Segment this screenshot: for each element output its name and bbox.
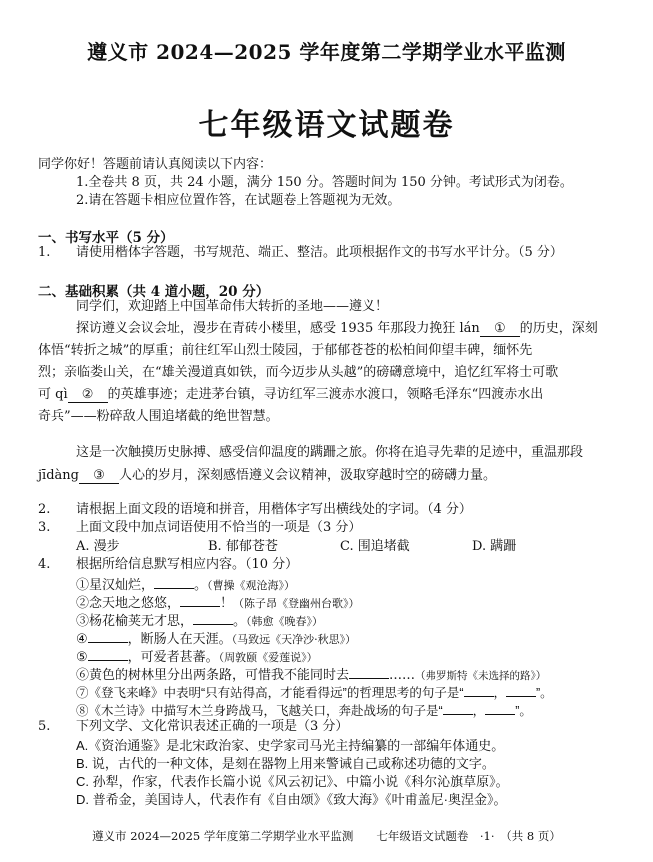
recite-prompt: ⑥黄色的树林里分出两条路，可惜我不能同时去 xyxy=(76,668,350,683)
passage-text: 人心的岁月，深刻感悟遵义会议精神，汲取穿越时空的磅礴力量。 xyxy=(118,468,496,483)
recite-blank[interactable] xyxy=(443,700,473,715)
passage-text: 的英雄事迹；走进茅台镇，寻访红军三渡赤水渡口，领略毛泽东“四渡赤水出 xyxy=(107,387,544,402)
recite-prompt: ⑤ xyxy=(76,650,88,665)
notice-item-1: 1.全卷共 8 页，共 24 小题，满分 150 分。答题时间为 150 分钟。考试形式为闭卷。 xyxy=(76,175,573,190)
exam-header: 遵义市 2024—2025 学年度第二学期学业水平监测 xyxy=(87,40,566,64)
passage-text: jīdàng xyxy=(38,468,79,483)
recite-prompt: ⑦《登飞来峰》中表明“只有站得高，才能看得远”的哲理思考的句子是“ xyxy=(76,686,464,700)
question-3-text: 上面文段中加点词语使用不恰当的一项是（3 分） xyxy=(76,520,362,535)
passage-text: 可 qì xyxy=(38,387,68,402)
section-1-heading: 一、书写水平（5 分） xyxy=(38,230,174,246)
question-1-text: 请使用楷体字答题，书写规范、端正、整洁。此项根据作文的书写水平计分。（5 分） xyxy=(76,245,563,260)
recite-prompt: ③杨花榆荚无才思， xyxy=(76,614,194,629)
passage-line xyxy=(38,467,496,485)
recite-source: （韩愈《晚春》） xyxy=(246,615,324,628)
question-5-option-b[interactable]: B. 说，古代的一种文体，是刻在器物上用来警诫自己或称述功德的文字。 xyxy=(76,756,495,771)
fill-blank-1[interactable]: ① xyxy=(480,322,520,337)
fill-blank-3[interactable]: ③ xyxy=(79,469,119,484)
passage-line: 体悟“转折之城”的厚重；前往红军山烈士陵园，于郁郁苍苍的松柏间仰望丰碑，缅怀先 xyxy=(38,343,533,358)
section-2-heading: 二、基础积累（共 4 道小题，20 分） xyxy=(38,284,270,300)
question-3-option-c[interactable]: C. 围追堵截 xyxy=(340,539,410,554)
recite-source: （曹操《观沧海》） xyxy=(207,579,296,592)
passage-text: 探访遵义会议会址，漫步在青砖小楼里，感受 1935 年那段力挽狂 lán xyxy=(76,321,480,336)
recite-blank[interactable] xyxy=(193,610,233,625)
recite-prompt: ①星汉灿烂， xyxy=(76,578,155,593)
recite-prompt: 。 xyxy=(194,578,208,593)
recite-prompt: ，断肠人在天涯。 xyxy=(127,632,232,647)
recite-prompt: ⑧《木兰诗》中描写木兰身跨战马，飞越关口，奔赴战场的句子是“ xyxy=(76,704,443,718)
question-5-option-d[interactable]: D. 普希金，美国诗人，代表作有《自由颂》《致大海》《叶甫盖尼·奥涅金》。 xyxy=(76,792,507,807)
recite-blank[interactable] xyxy=(349,664,389,679)
passage-text: 的历史，深刻 xyxy=(519,321,598,336)
notice-item-2: 2.请在答题卡相应位置作答，在试题卷上答题视为无效。 xyxy=(76,193,401,208)
passage-line xyxy=(38,386,543,404)
question-5-option-a[interactable]: A.《资治通鉴》是北宋政治家、史学家司马光主持编纂的一部编年体通史。 xyxy=(76,738,505,753)
page-footer: 遵义市 2024—2025 学年度第二学期学业水平监测 七年级语文试题卷 ·1· （共 8 页） xyxy=(92,829,561,843)
recite-prompt: ！ xyxy=(220,596,234,611)
recite-blank[interactable] xyxy=(506,682,536,697)
recite-source: （陈子昂《登幽州台歌》） xyxy=(233,597,360,610)
question-5-option-c[interactable]: C. 孙犁，作家，代表作长篇小说《风云初记》、中篇小说《科尔沁旗草原》。 xyxy=(76,774,509,789)
passage-intro: 同学们，欢迎踏上中国革命伟大转折的圣地——遵义！ xyxy=(76,299,389,314)
question-3-option-a[interactable]: A. 漫步 xyxy=(76,539,120,554)
passage-line: 奇兵”——粉碎敌人围追堵截的绝世智慧。 xyxy=(38,409,279,424)
question-2-text: 请根据上面文段的语境和拼音，用楷体字写出横线处的字词。（4 分） xyxy=(76,502,472,517)
recite-source: （周敦颐《爱莲说》） xyxy=(218,651,318,664)
recite-source: （马致远《天净沙·秋思》） xyxy=(231,633,357,646)
recite-prompt: ”。 xyxy=(515,704,532,718)
recite-blank[interactable] xyxy=(485,700,515,715)
recite-blank[interactable] xyxy=(88,628,128,643)
question-5-number: 5. xyxy=(38,719,51,734)
recite-prompt: ④ xyxy=(76,632,88,647)
question-3-number: 3. xyxy=(38,520,51,535)
page-title: 七年级语文试题卷 xyxy=(198,108,455,143)
recite-prompt: ②念天地之悠悠， xyxy=(76,596,181,611)
recite-blank[interactable] xyxy=(180,592,220,607)
fill-blank-2[interactable]: ② xyxy=(68,388,108,403)
recite-prompt: ，可爱者甚蕃。 xyxy=(127,650,219,665)
recite-prompt: 。 xyxy=(233,614,247,629)
passage-line: 烈；亲临娄山关，在“雄关漫道真如铁，而今迈步从头越”的磅礴意境中，追忆红军将士可歌 xyxy=(38,365,559,380)
recite-blank[interactable] xyxy=(464,682,494,697)
recite-item-7 xyxy=(76,682,553,702)
passage-line: 这是一次触摸历史脉搏、感受信仰温度的蹒跚之旅。你将在追寻先辈的足迹中，重温那段 xyxy=(76,445,584,460)
question-4-text: 根据所给信息默写相应内容。（10 分） xyxy=(76,557,299,572)
question-2-number: 2. xyxy=(38,502,51,517)
recite-blank[interactable] xyxy=(88,646,128,661)
question-5-text: 下列文学、文化常识表述正确的一项是（3 分） xyxy=(76,719,349,734)
question-1-number: 1. xyxy=(38,245,51,260)
recite-prompt: ”。 xyxy=(536,686,553,700)
notice-intro: 同学你好！答题前请认真阅读以下内容： xyxy=(38,157,273,172)
recite-item-8 xyxy=(76,700,532,720)
recite-prompt: …… xyxy=(389,668,416,683)
recite-blank[interactable] xyxy=(154,574,194,589)
question-3-option-d[interactable]: D. 蹒跚 xyxy=(472,539,517,554)
question-3-option-b[interactable]: B. 郁郁苍苍 xyxy=(208,539,278,554)
passage-line xyxy=(76,320,598,338)
recite-prompt: ， xyxy=(472,704,486,718)
question-4-number: 4. xyxy=(38,557,51,572)
recite-source: （弗罗斯特《未选择的路》） xyxy=(415,670,547,682)
recite-prompt: ， xyxy=(493,686,507,700)
